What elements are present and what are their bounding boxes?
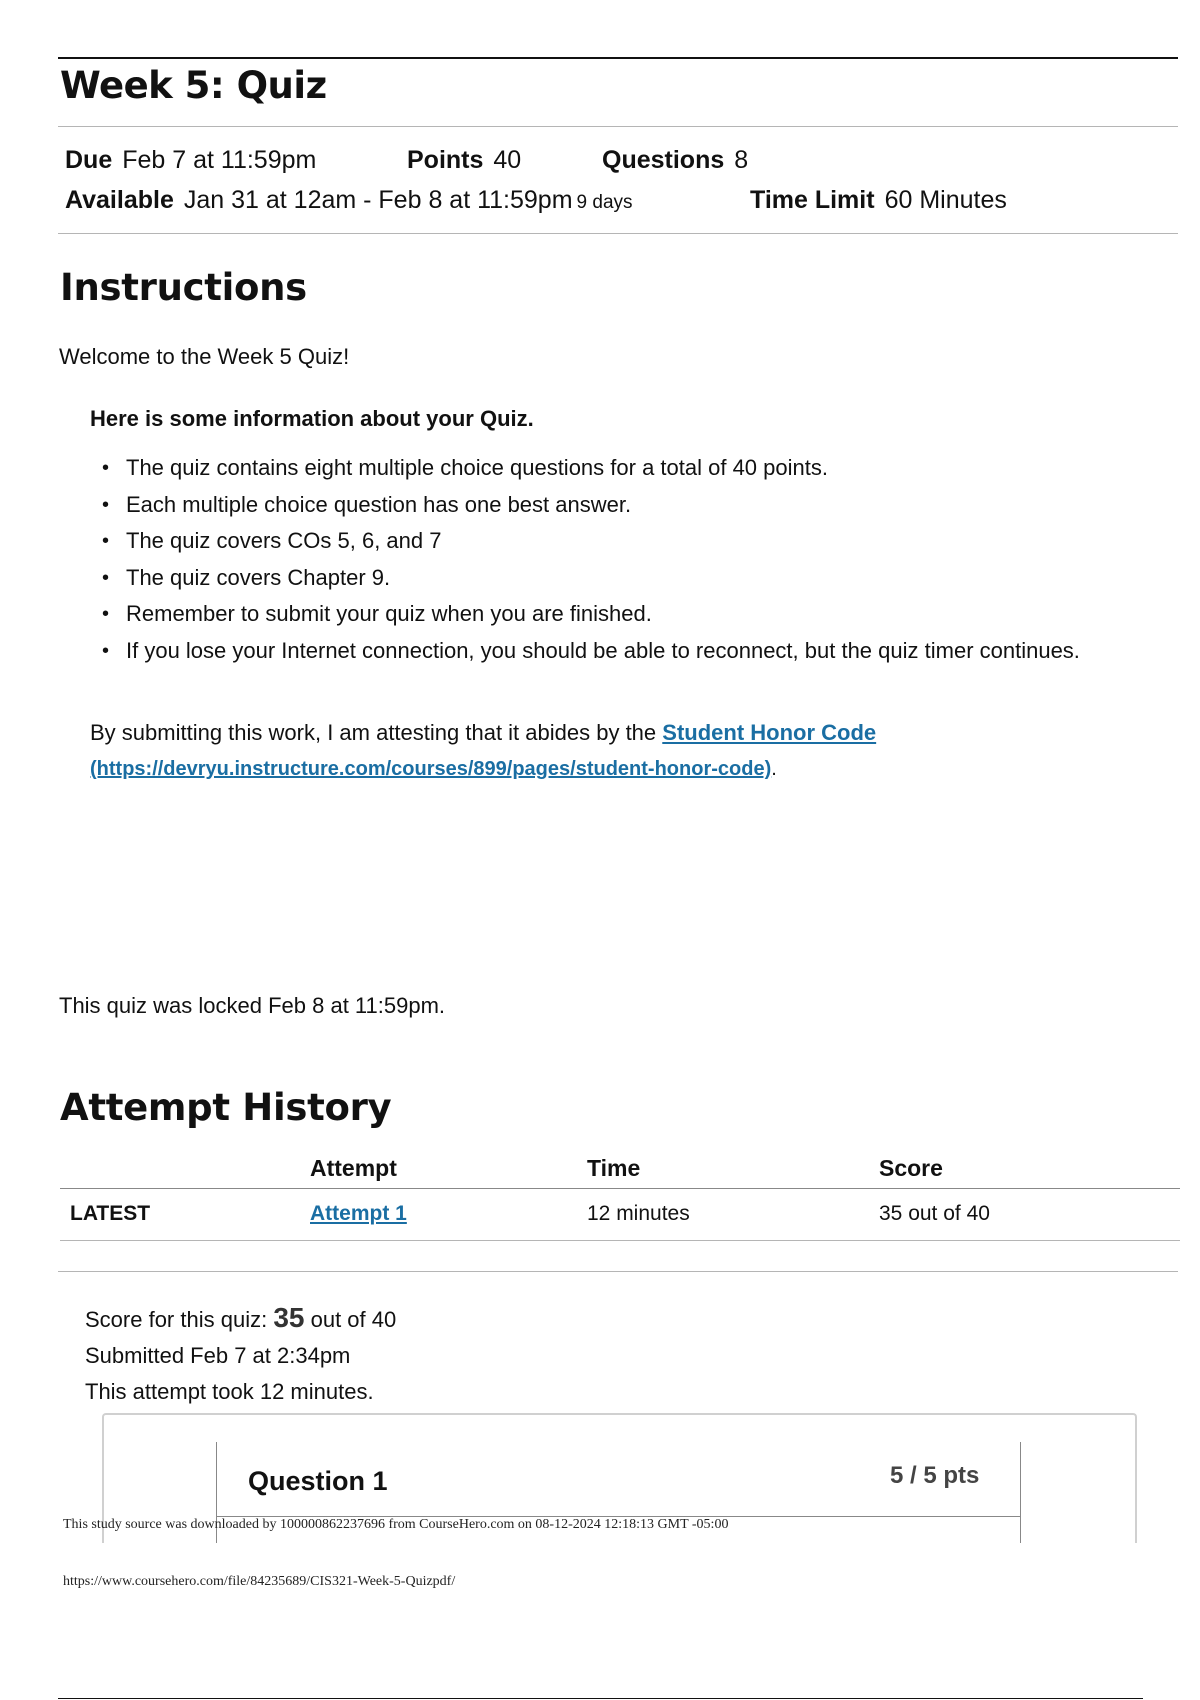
- available-label: Available: [65, 186, 174, 214]
- submitted-text: Submitted Feb 7 at 2:34pm: [85, 1343, 351, 1368]
- time-limit-label: Time Limit: [750, 186, 875, 214]
- latest-tag: LATEST: [60, 1188, 300, 1240]
- score-prefix: Score for this quiz:: [85, 1307, 268, 1332]
- col-header-time: Time: [577, 1150, 869, 1188]
- lock-notice: This quiz was locked Feb 8 at 11:59pm.: [59, 993, 446, 1018]
- honor-code-url-link[interactable]: (https://devryu.instructure.com/courses/899/pages/student-honor-code): [90, 758, 772, 780]
- list-item: • The quiz contains eight multiple choice questions for a total of 40 points.: [98, 450, 1098, 487]
- title-divider: [58, 126, 1178, 127]
- available-info: [65, 186, 633, 215]
- time-limit-value: 60 Minutes: [884, 186, 1007, 214]
- honor-code-link[interactable]: Student Honor Code: [662, 720, 877, 745]
- questions-label: Questions: [602, 146, 725, 174]
- honor-prefix: By submitting this work, I am attesting that it abides by the: [90, 720, 657, 745]
- col-header-tag: [60, 1150, 300, 1188]
- table-header-row: [60, 1150, 1180, 1188]
- due-label: Due: [65, 146, 113, 174]
- honor-url-line: [90, 758, 777, 781]
- points-value: 40: [493, 146, 522, 174]
- score-suffix: out of 40: [310, 1307, 397, 1332]
- available-duration: 9 days: [576, 192, 633, 213]
- col-header-score: Score: [869, 1150, 1180, 1188]
- table-row: [60, 1188, 1180, 1240]
- list-item: • The quiz covers Chapter 9.: [98, 560, 1098, 597]
- download-notice: This study source was downloaded by 100000862237696 from CourseHero.com on 08-12-2024 12:18:13 GMT -05:00: [63, 1517, 729, 1532]
- list-item: • If you lose your Internet connection, you should be able to reconnect, but the quiz timer continues.: [98, 633, 1098, 670]
- due-info: [65, 146, 316, 175]
- page-title: Week 5: Quiz: [60, 64, 327, 107]
- attempt-history-heading: Attempt History: [60, 1086, 392, 1129]
- honor-statement: [90, 720, 876, 746]
- instruction-list: [98, 450, 1098, 669]
- attempt-cell: [300, 1188, 577, 1240]
- info-heading: Here is some information about your Quiz.: [90, 406, 534, 431]
- list-item: • Each multiple choice question has one best answer.: [98, 487, 1098, 524]
- attempt-1-link[interactable]: Attempt 1: [310, 1202, 407, 1225]
- score-summary: [85, 1300, 396, 1410]
- points-info: [407, 146, 521, 175]
- list-item: • Remember to submit your quiz when you are finished.: [98, 596, 1098, 633]
- list-item: • The quiz covers COs 5, 6, and 7: [98, 523, 1098, 560]
- duration-text: This attempt took 12 minutes.: [85, 1379, 374, 1404]
- details-divider: [58, 233, 1178, 234]
- questions-info: [602, 146, 748, 175]
- honor-suffix: .: [771, 758, 777, 780]
- attempt-history-table: [60, 1150, 1180, 1241]
- score-value: 35: [273, 1302, 305, 1333]
- source-url: https://www.coursehero.com/file/84235689/CIS321-Week-5-Quizpdf/: [63, 1574, 456, 1589]
- results-divider: [58, 1271, 1178, 1272]
- question-points: 5 / 5 pts: [890, 1462, 980, 1489]
- time-cell: 12 minutes: [577, 1188, 869, 1240]
- question-title: Question 1: [248, 1466, 388, 1496]
- available-value: Jan 31 at 12am - Feb 8 at 11:59pm: [183, 186, 573, 214]
- time-limit-info: [750, 186, 1007, 215]
- due-value: Feb 7 at 11:59pm: [122, 146, 317, 174]
- instructions-heading: Instructions: [60, 266, 307, 309]
- top-rule: [58, 57, 1178, 59]
- questions-value: 8: [734, 146, 749, 174]
- welcome-text: Welcome to the Week 5 Quiz!: [59, 344, 350, 369]
- score-line: [85, 1300, 396, 1338]
- score-cell: 35 out of 40: [869, 1188, 1180, 1240]
- bottom-rule: [58, 1698, 1143, 1699]
- points-label: Points: [407, 146, 484, 174]
- col-header-attempt: Attempt: [300, 1150, 577, 1188]
